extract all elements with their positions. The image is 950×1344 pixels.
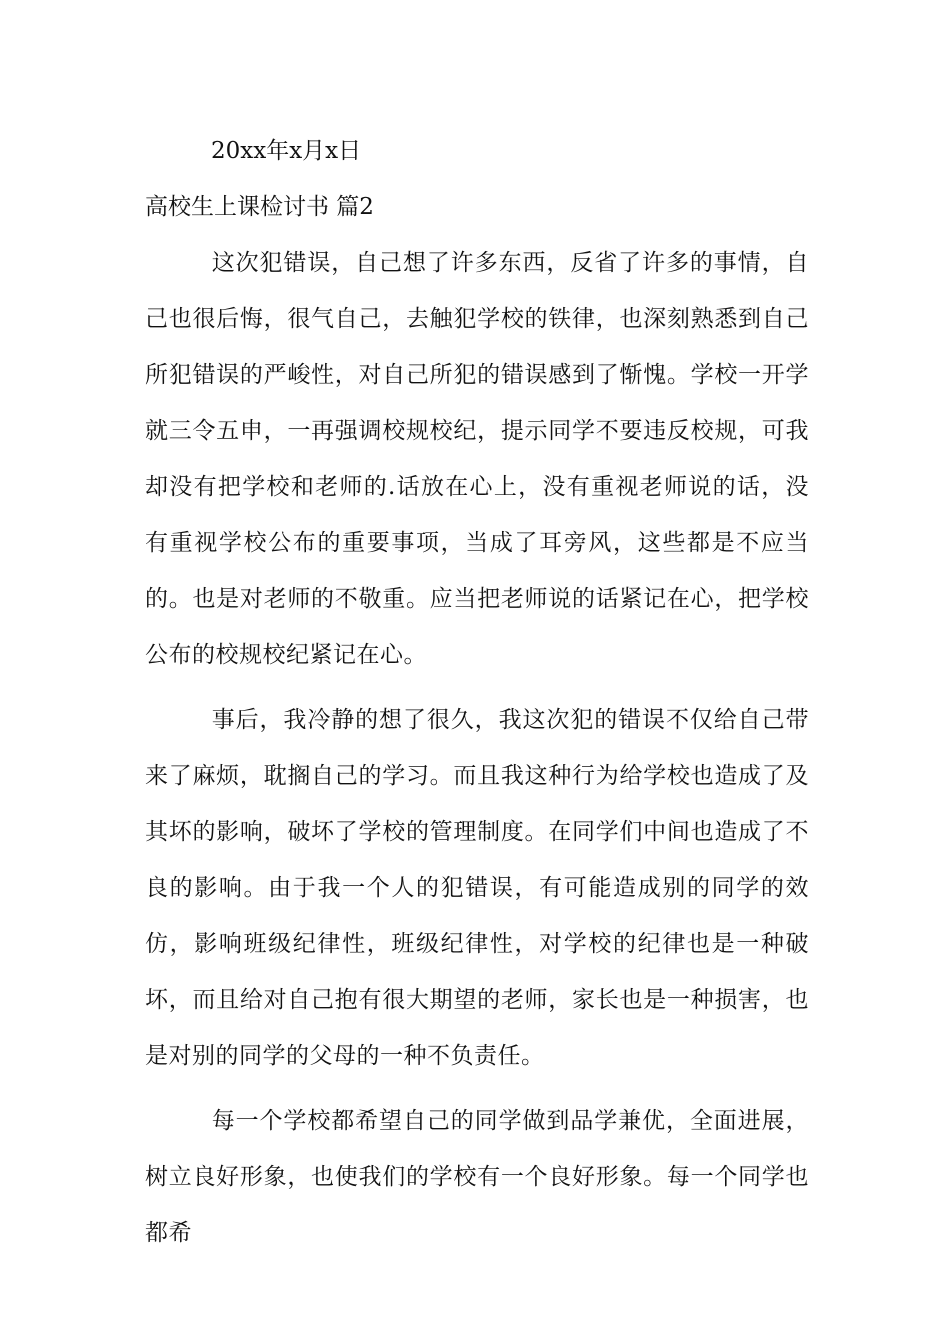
paragraph-2: 事后，我冷静的想了很久，我这次犯的错误不仅给自己带来了麻烦，耽搁自己的学习。而且我这种行为给学校也造成了及其坏的影响，破坏了学校的管理制度。在同学们中间也造成了不良的影响。由于我一个人的犯错误，有可能造成别的同学的效仿，影响班级纪律性，班级纪律性，对学校的纪律也是一种破坏，而且给对自己抱有很大期望的老师，家长也是一种损害，也是对别的同学的父母的一种不负责任。	[145, 707, 809, 1069]
section-heading: 高校生上课检讨书 篇2	[145, 194, 374, 220]
paragraph-3: 每一个学校都希望自己的同学做到品学兼优，全面进展，树立良好形象，也使我们的学校有一个良好形象。每一个同学也都希	[145, 1108, 809, 1246]
date-line: 20xx年x月x日	[211, 138, 362, 164]
document-body	[145, 133, 809, 1280]
paragraph-1: 这次犯错误，自己想了许多东西，反省了许多的事情，自己也很后悔，很气自己，去触犯学校的铁律，也深刻熟悉到自己所犯错误的严峻性，对自己所犯的错误感到了惭愧。学校一开学就三令五申，一再强调校规校纪，提示同学不要违反校规，可我却没有把学校和老师的.话放在心上，没有重视老师说的话，没有重视学校公布的重要事项，当成了耳旁风，这些都是不应当的。也是对老师的不敬重。应当把老师说的话紧记在心，把学校公布的校规校纪紧记在心。	[145, 250, 809, 668]
